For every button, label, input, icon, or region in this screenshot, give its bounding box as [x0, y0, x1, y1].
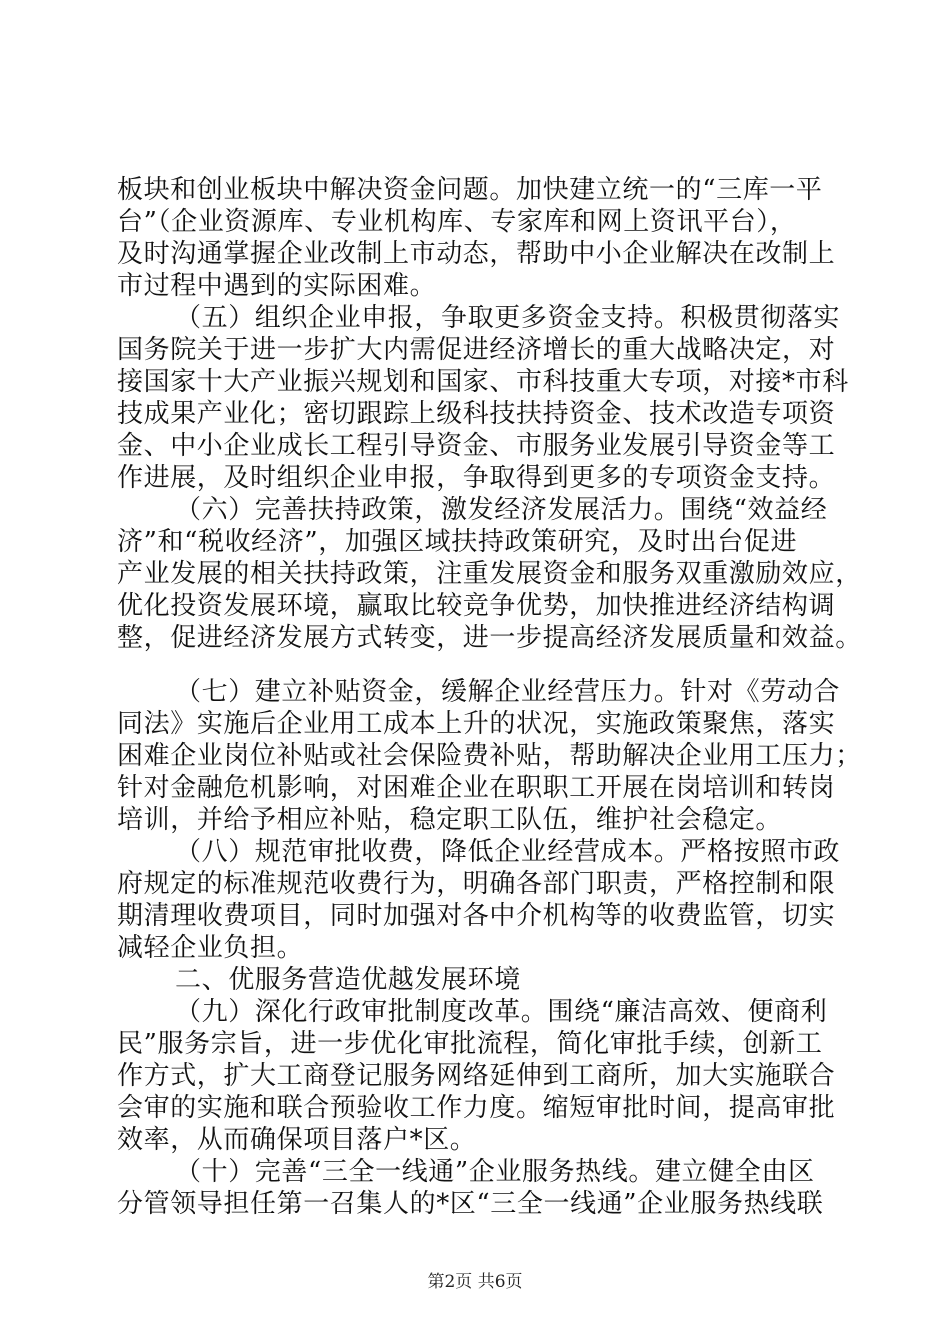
text-line: 同法》实施后企业用工成本上升的状况，实施政策聚焦，落实: [117, 709, 836, 739]
text-line: 作进展，及时组织企业申报，争取得到更多的专项资金支持。: [117, 463, 836, 493]
text-line: 期清理收费项目，同时加强对各中介机构等的收费监管，切实: [117, 901, 836, 931]
paragraph-start-line: （六）完善扶持政策，激发经济发展活力。围绕“效益经: [175, 495, 828, 525]
text-line: 会审的实施和联合预验收工作力度。缩短审批时间，提高审批: [117, 1093, 836, 1123]
section-heading: 二、优服务营造优越发展环境: [175, 965, 521, 995]
paragraph-start-line: （七）建立补贴资金，缓解企业经营压力。针对《劳动合: [175, 677, 841, 707]
paragraph-start-line: （八）规范审批收费，降低企业经营成本。严格按照市政: [175, 837, 841, 867]
text-line: 板块和创业板块中解决资金问题。加快建立统一的“三库一平: [117, 175, 823, 205]
text-line: 台”（企业资源库、专业机构库、专家库和网上资讯平台），: [117, 207, 797, 237]
text-line: 接国家十大产业振兴规划和国家、市科技重大专项，对接*市科: [117, 367, 849, 397]
paragraph-gap: [117, 654, 849, 676]
paragraph-start-line: （五）组织企业申报，争取更多资金支持。积极贯彻落实: [175, 303, 841, 333]
text-line: 产业发展的相关扶持政策，注重发展资金和服务双重激励效应，: [117, 559, 862, 589]
text-line: 培训，并给予相应补贴，稳定职工队伍，维护社会稳定。: [117, 805, 783, 835]
text-line: 整，促进经济发展方式转变，进一步提高经济发展质量和效益。: [117, 623, 862, 653]
document-body: [117, 174, 862, 1220]
text-line: 减轻企业负担。: [117, 933, 304, 963]
text-line: 作方式，扩大工商登记服务网络延伸到工商所，加大实施联合: [117, 1061, 836, 1091]
text-line: 济”和“税收经济”，加强区域扶持政策研究，及时出台促进: [117, 527, 798, 557]
paragraph-start-line: （十）完善“三全一线通”企业服务热线。建立健全由区: [175, 1157, 815, 1187]
text-line: 民”服务宗旨，进一步优化审批流程，简化审批手续，创新工: [117, 1029, 823, 1059]
text-line: 优化投资发展环境，赢取比较竞争优势，加快推进经济结构调: [117, 591, 836, 621]
text-line: 府规定的标准规范收费行为，明确各部门职责，严格控制和限: [117, 869, 836, 899]
text-line: 国务院关于进一步扩大内需促进经济增长的重大战略决定，对: [117, 335, 836, 365]
page-number-footer: 第2页 共6页: [427, 1272, 523, 1292]
text-line: 金、中小企业成长工程引导资金、市服务业发展引导资金等工: [117, 431, 836, 461]
text-line: 市过程中遇到的实际困难。: [117, 271, 437, 301]
text-line: 及时沟通掌握企业改制上市动态，帮助中小企业解决在改制上: [117, 239, 836, 269]
text-line: 针对金融危机影响，对困难企业在职职工开展在岗培训和转岗: [117, 773, 836, 803]
paragraph-start-line: （九）深化行政审批制度改革。围绕“廉洁高效、便商利: [175, 997, 828, 1027]
text-line: 技成果产业化；密切跟踪上级科技扶持资金、技术改造专项资: [117, 399, 836, 429]
text-line: 分管领导担任第一召集人的*区“三全一线通”企业服务热线联: [117, 1189, 824, 1219]
text-line: 效率，从而确保项目落户*区。: [117, 1125, 477, 1155]
text-line: 困难企业岗位补贴或社会保险费补贴，帮助解决企业用工压力；: [117, 741, 862, 771]
